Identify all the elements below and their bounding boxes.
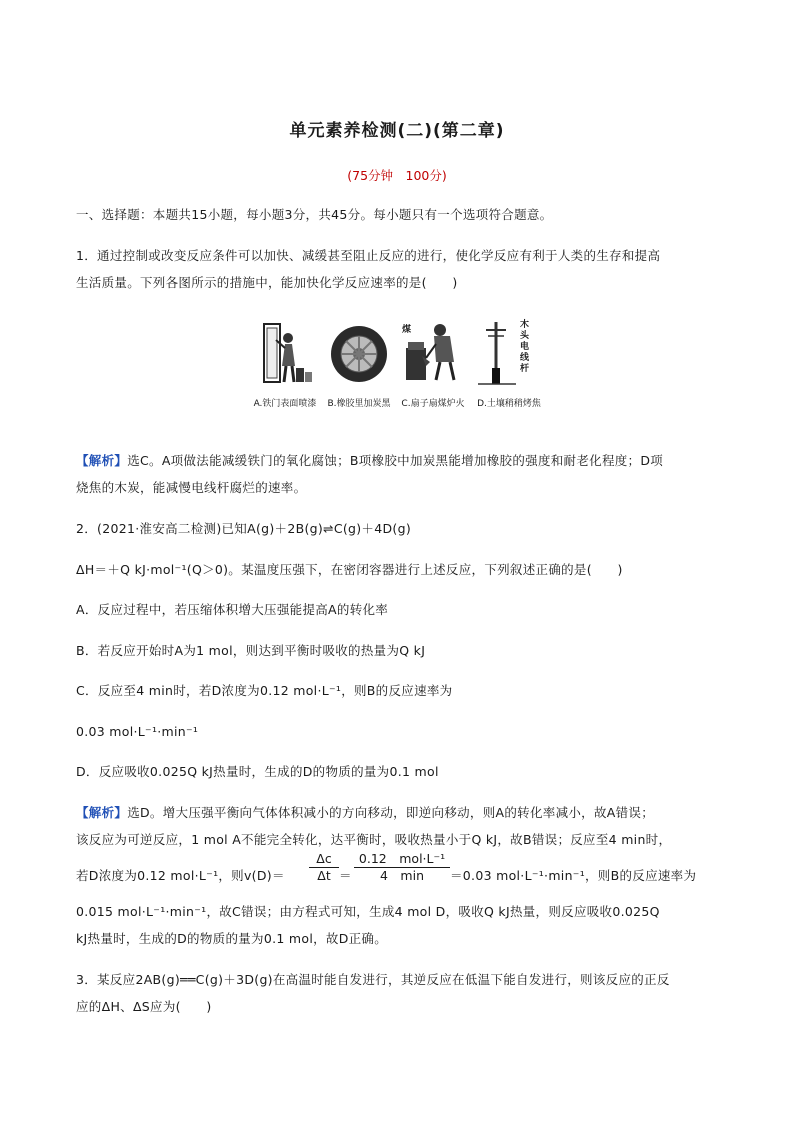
figure-c-caption: C.扇子扇煤炉火 — [401, 399, 465, 409]
tire-icon — [326, 318, 392, 396]
q2-stem-line2: ΔH＝＋Q kJ·mol⁻¹(Q＞0)。某温度压强下，在密闭容器进行上述反应，下列叙述正确的是( ) — [76, 562, 623, 577]
q2-analysis-line4: 0.015 mol·L⁻¹·min⁻¹，故C错误；由方程式可知，生成4 mol D，吸收Q kJ热量，则反应吸收0.025Q — [76, 904, 660, 919]
page-title: 单元素养检测(二)(第二章) — [289, 121, 505, 141]
coal-label: 煤 — [402, 325, 412, 335]
figure-option-a — [252, 318, 318, 428]
exam-duration-score: (75分钟 100分) — [347, 168, 447, 183]
figure-a-caption: A.铁门表面喷漆 — [253, 399, 317, 409]
q2-option-d: D．反应吸收0.025Q kJ热量时，生成的D的物质的量为0.1 mol — [76, 764, 439, 779]
equals-sign: ＝ — [339, 868, 352, 883]
q3-stem-line1: 3．某反应2AB(g)══C(g)＋3D(g)在高温时能自发进行，其逆反应在低温下能自发进行，则该反应的正反 — [76, 972, 670, 987]
q2-option-a: A．反应过程中，若压缩体积增大压强能提高A的转化率 — [76, 602, 389, 617]
q1-figure — [252, 318, 542, 428]
q2-option-b: B．若反应开始时A为1 mol，则达到平衡时吸收的热量为Q kJ — [76, 643, 426, 658]
fraction-concentration-over-time: 0.12 mol·L⁻¹ 4 min — [354, 851, 450, 884]
figure-option-d — [476, 318, 542, 428]
fraction-delta-c-over-delta-t: $\frac{\Delta c}{\Delta t}$ — [309, 851, 339, 884]
q1-stem-line1: 1．通过控制或改变反应条件可以加快、减缓甚至阻止反应的进行，使化学反应有利于人类的生存和提高 — [76, 248, 661, 263]
q2-analysis-line5: kJ热量时，生成的D的物质的量为0.1 mol，故D正确。 — [76, 931, 388, 946]
q2-option-c-line1: C．反应至4 min时，若D浓度为0.12 mol·L⁻¹，则B的反应速率为 — [76, 683, 453, 698]
q2-option-c-line2: 0.03 mol·L⁻¹·min⁻¹ — [76, 724, 199, 739]
figure-d-caption: D.土壤稍稍烤焦 — [477, 399, 541, 409]
q1-analysis-line1: 【解析】选C。A项做法能减缓铁门的氧化腐蚀；B项橡胶中加炭黑能增加橡胶的强度和耐老化程度；D项 — [76, 453, 664, 468]
analysis-tag: 【解析】 — [76, 805, 128, 820]
q3-stem-line2: 应的ΔH、ΔS应为( ) — [76, 999, 212, 1014]
q2-analysis-line2: 该反应为可逆反应，1 mol A不能完全转化，达平衡时，吸收热量小于Q kJ，故B错误；反应至4 min时， — [76, 832, 672, 847]
wooden-pole-icon — [476, 318, 542, 396]
q2-stem-line1: 2．(2021·淮安高二检测)已知A(g)＋2B(g)⇌C(g)＋4D(g) — [76, 521, 412, 536]
figure-option-c — [400, 318, 466, 428]
pole-label: 木头电线杆 — [520, 320, 530, 374]
q2-analysis-line3-pre: 若D浓度为0.12 mol·L⁻¹，则v(D)＝ — [76, 868, 285, 883]
analysis-tag: 【解析】 — [76, 453, 128, 468]
figure-option-b — [326, 318, 392, 428]
painting-door-icon — [252, 318, 318, 396]
figure-b-caption: B.橡胶里加炭黑 — [327, 399, 391, 409]
q2-analysis-line3-post: ＝0.03 mol·L⁻¹·min⁻¹，则B的反应速率为 — [450, 868, 697, 883]
q2-analysis-line1: 【解析】选D。增大压强平衡向气体体积减小的方向移动，即逆向移动，则A的转化率减小，故A错误； — [76, 805, 655, 820]
section-heading: 一、选择题：本题共15小题，每小题3分，共45分。每小题只有一个选项符合题意。 — [76, 207, 553, 222]
q1-stem-line2: 生活质量。下列各图所示的措施中，能加快化学反应速率的是( ) — [76, 275, 458, 290]
q1-analysis-line2: 烧焦的木炭，能减慢电线杆腐烂的速率。 — [76, 480, 307, 495]
